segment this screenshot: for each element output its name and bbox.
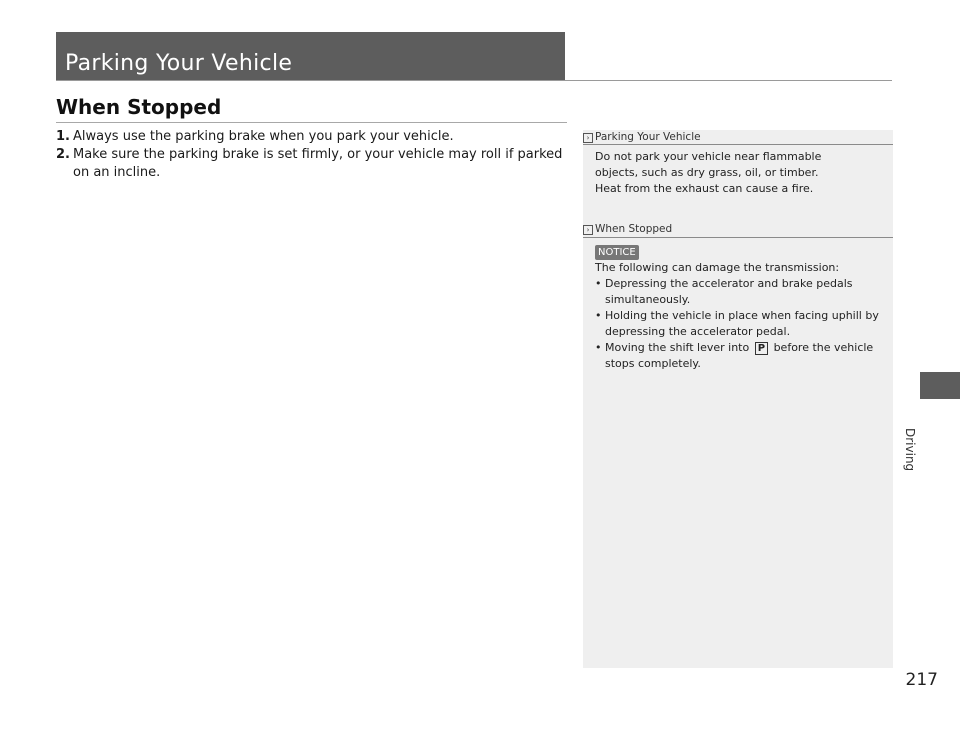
step-text: Make sure the parking brake is set firmly, or your vehicle may roll if parked on an incline.	[73, 147, 563, 180]
step-item	[56, 128, 564, 146]
step-number: 2.	[56, 147, 70, 162]
note-title	[583, 223, 893, 236]
list-item	[595, 340, 885, 372]
step-number: 1.	[56, 129, 70, 144]
banner-rule	[56, 80, 892, 81]
bullet-text-part: before the vehicle stops completely.	[605, 341, 874, 370]
note-title	[583, 131, 893, 144]
bullet-icon: •	[595, 309, 602, 322]
note-line: Heat from the exhaust can cause a fire.	[595, 182, 814, 195]
note-rule	[583, 237, 893, 238]
bullet-text: Depressing the accelerator and brake pedals simultaneously.	[605, 277, 853, 306]
step-text: Always use the parking brake when you park your vehicle.	[73, 129, 454, 144]
bullet-icon: •	[595, 277, 602, 290]
notice-badge: NOTICE	[595, 245, 639, 260]
note-line: Do not park your vehicle near flammable objects, such as dry grass, oil, or timber.	[595, 150, 822, 179]
heading-rule	[56, 122, 567, 123]
note-title-text: Parking Your Vehicle	[595, 131, 701, 143]
step-item	[56, 146, 564, 182]
list-item	[595, 308, 885, 340]
note-body	[595, 149, 865, 197]
reference-icon: ›	[583, 225, 593, 235]
note-rule	[583, 144, 893, 145]
bullet-text	[605, 340, 885, 372]
reference-icon: ›	[583, 133, 593, 143]
chapter-tab	[920, 372, 960, 399]
note-body	[595, 244, 885, 372]
bullet-icon: •	[595, 341, 602, 354]
park-gear-key: P	[755, 342, 768, 355]
note-title-text: When Stopped	[595, 223, 673, 235]
page-number: 217	[905, 670, 938, 690]
step-list	[56, 128, 564, 182]
sidebar-notes	[583, 130, 893, 668]
bullet-text: Holding the vehicle in place when facing uphill by depressing the accelerator pedal.	[605, 309, 879, 338]
section-title: Parking Your Vehicle	[65, 51, 293, 76]
section-banner	[56, 32, 565, 80]
list-item	[595, 276, 885, 308]
bullet-list	[595, 276, 885, 372]
chapter-label: Driving	[903, 428, 917, 472]
note-intro: The following can damage the transmission:	[595, 261, 840, 274]
page-heading: When Stopped	[56, 95, 222, 119]
bullet-text-part: Moving the shift lever into	[605, 341, 753, 354]
